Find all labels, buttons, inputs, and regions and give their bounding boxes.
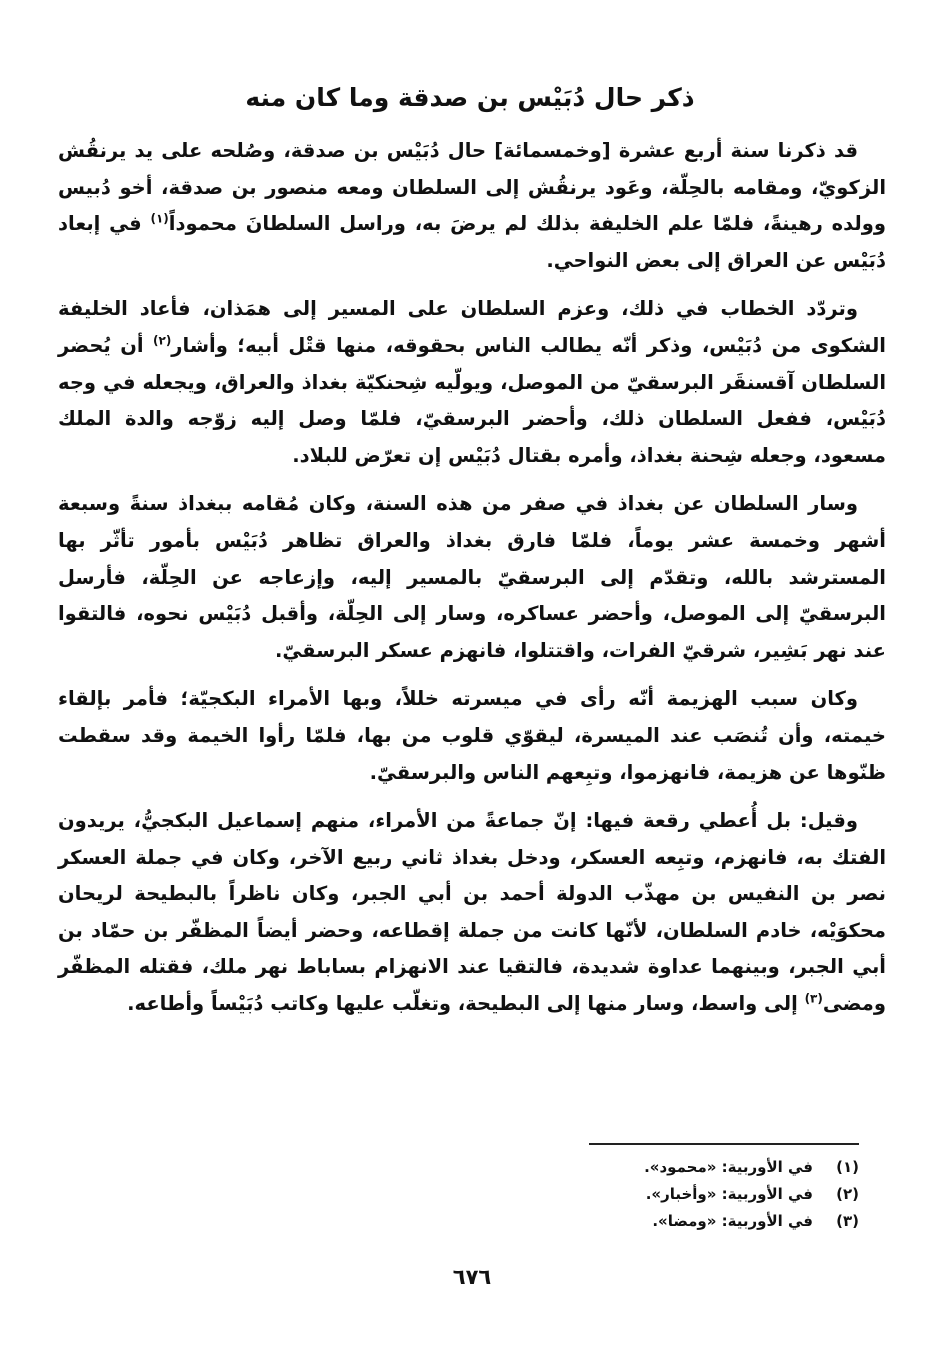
paragraph-2 xyxy=(58,291,886,474)
footnote-text: في الأوربية: «ومضا». xyxy=(652,1212,813,1230)
section-heading: ذكر حال دُبَيْس بن صدقة وما كان منه xyxy=(245,83,695,112)
footnote-ref-1: (١) xyxy=(150,211,169,226)
footnote-text: في الأوربية: «محمود». xyxy=(644,1158,813,1176)
footnote-ref-3: (٣) xyxy=(804,991,823,1006)
footnote-ref-2: (٢) xyxy=(153,333,172,348)
footnote-number: (٢) xyxy=(836,1185,859,1203)
paragraph-5 xyxy=(58,803,886,1023)
paragraph-4 xyxy=(58,681,886,791)
body-text xyxy=(58,133,886,1035)
paragraph-text: في إبعاد دُبَيْس عن العراق إلى بعض النواحي. xyxy=(58,212,886,272)
paragraph-text: أن يُحضر السلطان آقسنقَر البرسقيّ من الموصل، ويولّيه شِحنكيّة بغداذ والعراق، ويجعله في وجه دُبَيْس، ففعل السلطان ذلك، وأحضر البرسقيّ، فلمّا وصل إليه زوّجه والدة الملك مسعود، وجعله شِحنة بغداذ، وأمره بقتال دُبَيْس إن تعرّض للبلاد. xyxy=(58,333,886,467)
footnote-3 xyxy=(439,1208,859,1235)
footnote-text: في الأوربية: «وأخبار». xyxy=(645,1185,813,1203)
footnote-divider xyxy=(589,1143,859,1145)
paragraph-text: وتردّد الخطاب في ذلك، وعزم السلطان على المسير إلى همَذان، فأعاد الخليفة الشكوى من دُبَيْس، وذكر أنّه يطالب الناس بحقوقه، منها قتْل أبيه؛ وأشار xyxy=(58,297,886,357)
footnote-2 xyxy=(439,1181,859,1208)
paragraph-text: وقيل: بل أُعطي رقعة فيها: إنّ جماعةً من الأمراء، منهم إسماعيل البكجيُّ، يريدون الفتك به، فانهزم، وتبِعه العسكر، ودخل بغداذ ثاني ربيع الآخر، وكان في جملة العسكر نصر بن النفيس بن مهذّب الدولة أحمد بن أبي الجبر، وكان ناظراً بالبطيحة لريحان محكوَيْه، خادم السلطان، لأنّها كانت من جملة إقطاعه، وحضر أيضاً المظفّر بن حمّاد بن أبي الجبر، وبينهما عداوة شديدة، فالتقيا عند الانهزام بساباط نهر ملك، فقتله المظفّر ومضى xyxy=(58,809,886,1016)
paragraph-text: قد ذكرنا سنة أربع عشرة [وخمسمائة] حال دُبَيْس بن صدقة، وصُلحه على يد يرنقُش الزكويّ، ومقامه بالحِلّة، وعَود يرنقُش إلى السلطان ومعه منصور بن صدقة، أخو دُبيس وولده رهينةً، فلمّا علم الخليفة بذلك لم يرضَ به، وراسل السلطانَ محموداً xyxy=(58,139,886,236)
footnotes-list xyxy=(439,1154,859,1235)
paragraph-text: وسار السلطان عن بغداذ في صفر من هذه السنة، وكان مُقامه ببغداذ سنةً وسبعة أشهر وخمسة عشر يوماً، فلمّا فارق بغداذ والعراق تظاهر دُبَيْس بأمور تأثّر بها المسترشد بالله، وتقدّم إلى البرسقيّ بالمسير إليه، وإزعاجه عن الحِلّة، فأرسل البرسقيّ إلى الموصل، وأحضر عساكره، وسار إلى الحِلّة، وأقبل دُبَيْس نحوه، فالتقوا عند نهر بَشِير، شرقيّ الفرات، واقتتلوا، فانهزم عسكر البرسقيّ. xyxy=(58,492,886,662)
paragraph-text: إلى واسط، وسار منها إلى البطيحة، وتغلّب عليها وكاتب دُبَيْساً وأطاعه. xyxy=(127,992,805,1016)
paragraph-3 xyxy=(58,486,886,669)
paragraph-text: وكان سبب الهزيمة أنّه رأى في ميسرته خللاً، وبها الأمراء البكجيّة؛ فأمر بإلقاء خيمته، وأن تُنصَب عند الميسرة، ليقوّي قلوب من بها، فلمّا رأوا الخيمة وقد سقطت ظنّوها عن هزيمة، فانهزموا، وتبِعهم الناس والبرسقيّ. xyxy=(58,687,886,784)
page-number: ٦٧٦ xyxy=(452,1265,492,1289)
footnote-number: (٣) xyxy=(836,1212,859,1230)
paragraph-1 xyxy=(58,133,886,279)
footnote-1 xyxy=(439,1154,859,1181)
footnote-number: (١) xyxy=(836,1158,859,1176)
